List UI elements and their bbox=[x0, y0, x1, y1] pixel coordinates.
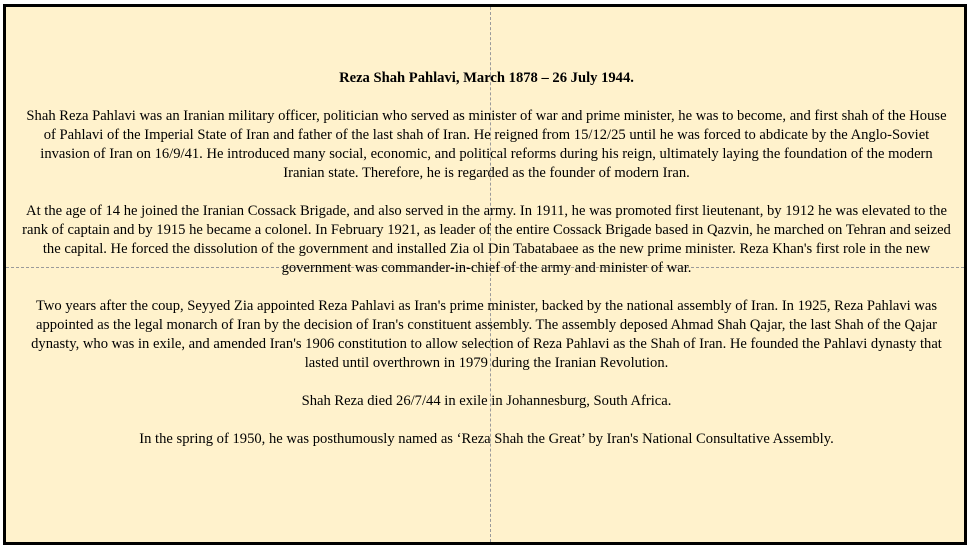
document-title: Reza Shah Pahlavi, March 1878 – 26 July 1944. bbox=[339, 70, 634, 86]
paragraph-military-career: At the age of 14 he joined the Iranian Cossack Brigade, and also served in the army. In 1911, he was promoted first lieutenant, by 1912 he was elevated to the rank of captain and by 1915 he became a colonel. In February 1921, as leader of the entire Cossack Brigade based in Qazvin, he marched on Tehran and seized the capital. He forced the dissolution of the government and installed Zia ol Din Tabatabaee as the new prime minister. Reza Khan's first role in the new government was commander-in-chief of the army and minister of war. bbox=[22, 203, 951, 276]
paragraph-rise-to-power: Two years after the coup, Seyyed Zia appointed Reza Pahlavi as Iran's prime minister, backed by the national assembly of Iran. In 1925, Reza Pahlavi was appointed as the legal monarch of Iran by the decision of Iran's constituent assembly. The assembly deposed Ahmad Shah Qajar, the last Shah of the Qajar dynasty, who was in exile, and amended Iran's 1906 constitution to allow selection of Reza Pahlavi as the Shah of Iran. He founded the Pahlavi dynasty that lasted until overthrown in 1979 during the Iranian Revolution. bbox=[31, 298, 942, 371]
paragraph-legacy: In the spring of 1950, he was posthumously named as ‘Reza Shah the Great’ by Iran's National Consultative Assembly. bbox=[139, 431, 834, 447]
paragraph-biography: Shah Reza Pahlavi was an Iranian military officer, politician who served as minister of war and prime minister, he was to become, and first shah of the House of Pahlavi of the Imperial State of Iran and father of the last shah of Iran. He reigned from 15/12/25 until he was forced to abdicate by the Anglo-Soviet invasion of Iran on 16/9/41. He introduced many social, economic, and political reforms during his reign, ultimately laying the foundation of the modern Iranian state. Therefore, he is regarded as the founder of modern Iran. bbox=[26, 108, 947, 181]
paragraph-death: Shah Reza died 26/7/44 in exile in Johannesburg, South Africa. bbox=[301, 393, 672, 409]
document-body bbox=[20, 69, 953, 468]
document-card bbox=[3, 4, 967, 545]
